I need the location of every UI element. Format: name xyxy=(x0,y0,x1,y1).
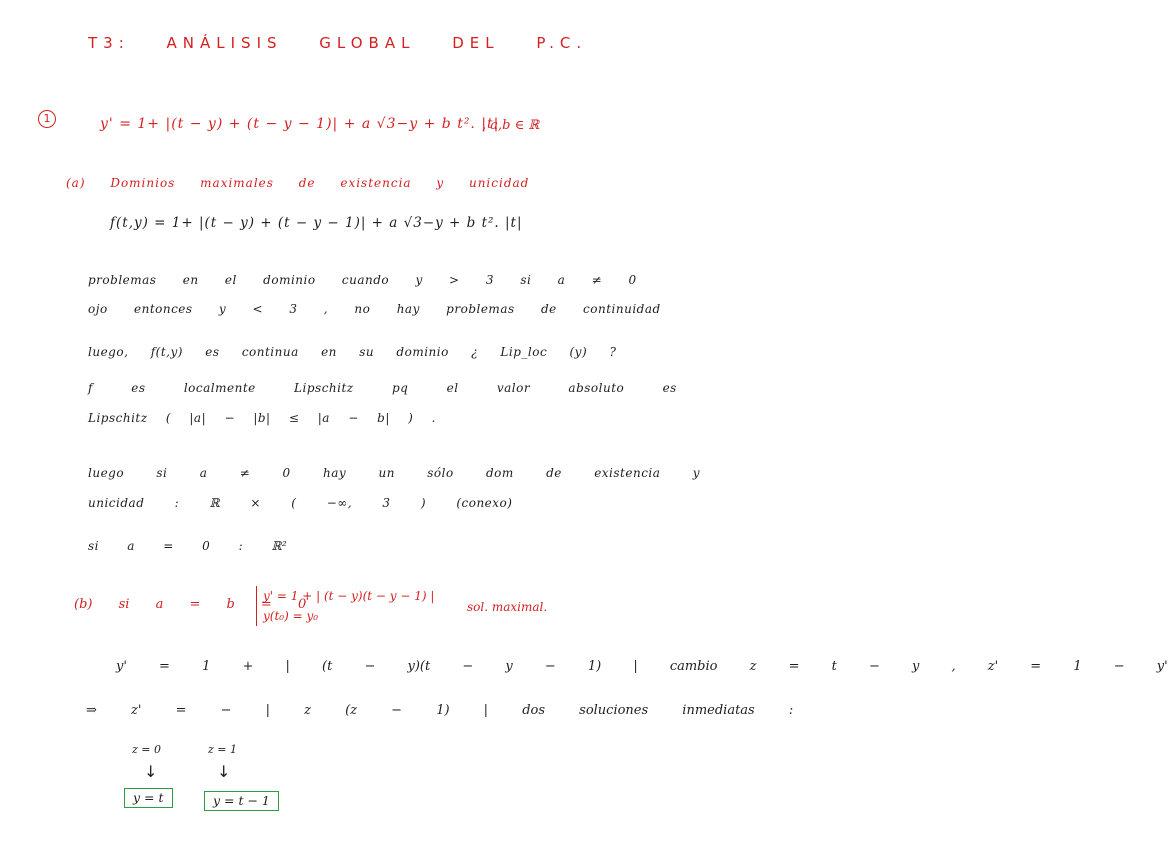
z-equation-line: ⇒ z' = − | z (z − 1) | dos soluciones inmediatas : xyxy=(86,703,794,718)
down-arrow-icon: ↓ xyxy=(217,762,231,781)
down-arrow-icon: ↓ xyxy=(144,762,158,781)
maximal-solution-note: sol. maximal. xyxy=(467,600,548,614)
section-b-label: (b) xyxy=(74,597,93,612)
item-number-badge: 1 xyxy=(38,110,56,128)
text-line: f es localmente Lipschitz pq el valor absoluto es xyxy=(88,381,677,395)
f-equation: f(t,y) = 1+ |(t − y) + (t − y − 1)| + a √3−y + b t². |t| xyxy=(110,215,523,231)
text-line: luego si a ≠ 0 hay un sólo dom de existencia y xyxy=(88,466,701,480)
ivp-initial-condition: y(t₀) = y₀ xyxy=(263,609,319,623)
text-line: ojo entonces y < 3 , no hay problemas de continuidad xyxy=(88,302,661,316)
text-line: Lipschitz ( |a| − |b| ≤ |a − b| ) . xyxy=(88,411,436,425)
z-value-label: z = 0 xyxy=(132,743,162,756)
main-equation: y' = 1+ |(t − y) + (t − y − 1)| + a √3−y + b t². |t| xyxy=(100,116,500,132)
ivp-equation: y' = 1 + | (t − y)(t − y − 1) | xyxy=(263,589,435,603)
text-line: problemas en el dominio cuando y > 3 si a ≠ 0 xyxy=(88,273,637,287)
z-value-label: z = 1 xyxy=(208,743,238,756)
page-title: T3: ANÁLISIS GLOBAL DEL P.C. xyxy=(88,34,588,52)
text-line: si a = 0 : ℝ² xyxy=(88,539,288,553)
text-line: unicidad : ℝ × ( −∞, 3 ) (conexo) xyxy=(88,496,513,510)
text-line: luego, f(t,y) es continua en su dominio ¿ Lip_loc (y) ? xyxy=(88,345,617,359)
section-b-condition: si a = b = 0 xyxy=(118,597,307,612)
solution-box: y = t − 1 xyxy=(204,791,279,811)
parameters-note: , a,b ∈ ℝ xyxy=(482,118,540,133)
section-a-heading: (a) Dominios maximales de existencia y unicidad xyxy=(66,176,530,190)
solution-box: y = t xyxy=(124,788,173,808)
ivp-system xyxy=(256,586,434,626)
change-of-variable-line: y' = 1 + | (t − y)(t − y − 1) | cambio z = t − y , z' = 1 − y' xyxy=(116,659,1168,674)
